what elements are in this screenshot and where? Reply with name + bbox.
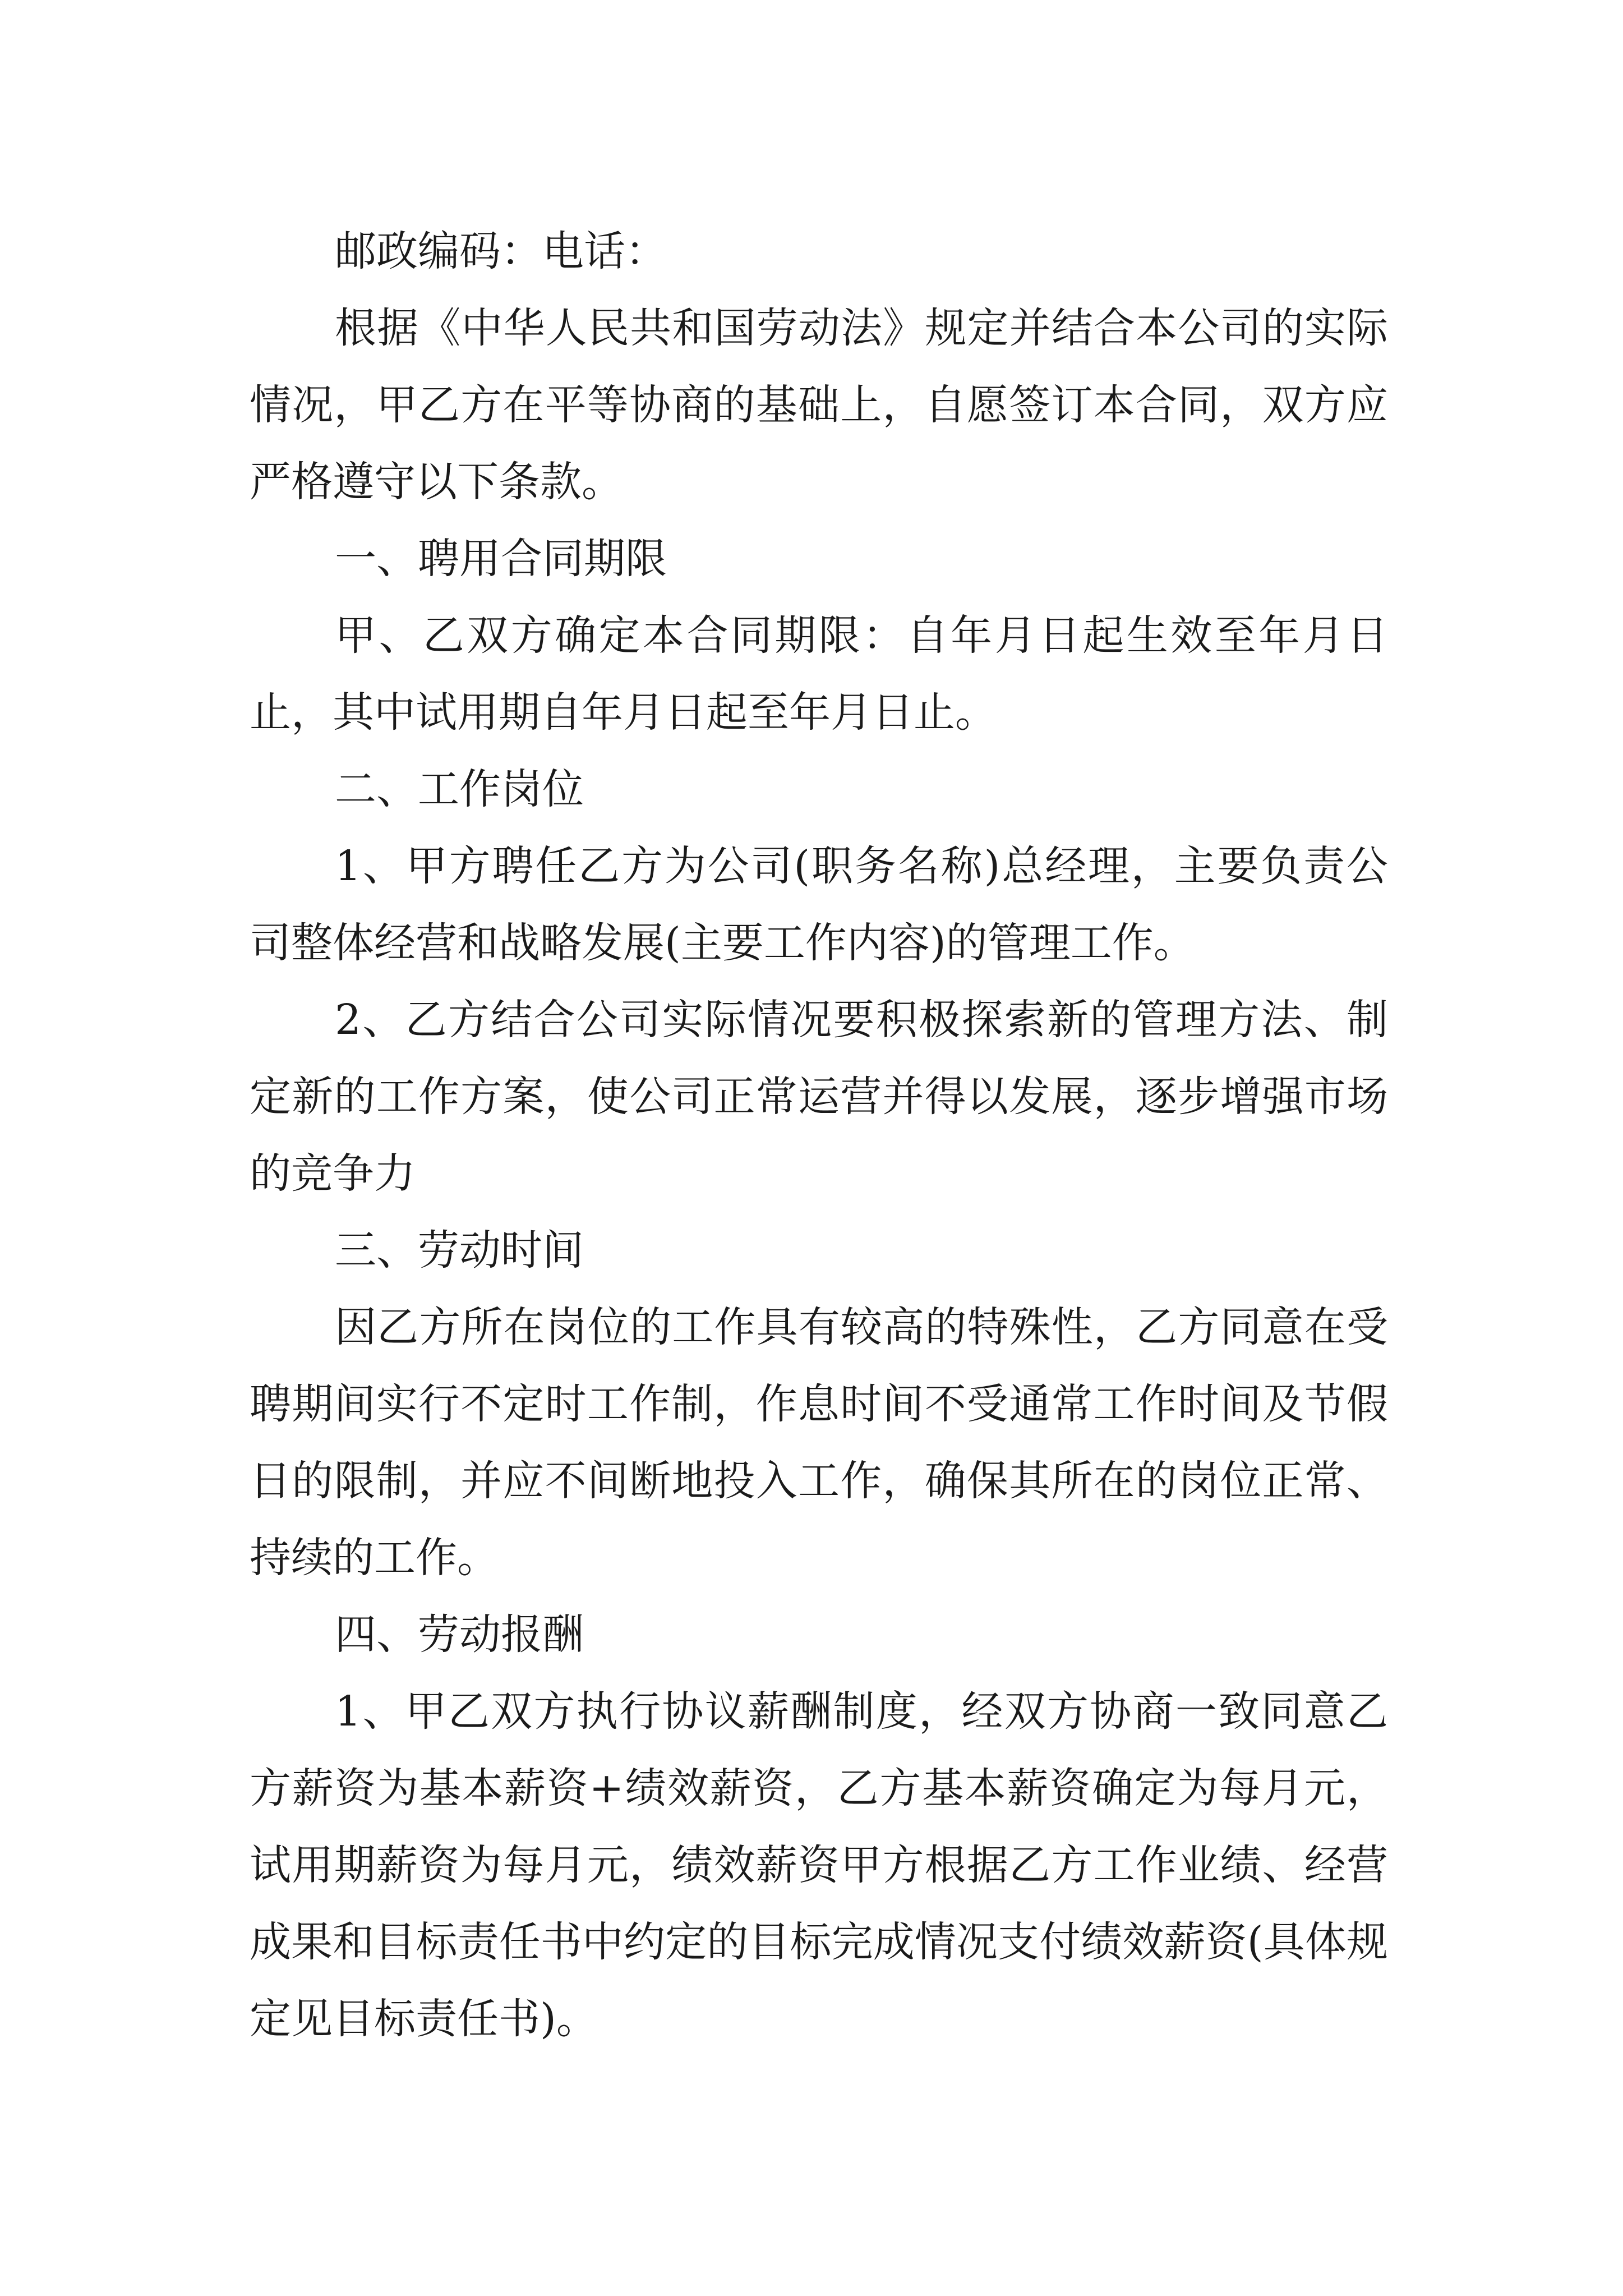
remuneration-paragraph-1: 1、甲乙双方执行协议薪酬制度，经双方协商一致同意乙方薪资为基本薪资+绩效薪资，乙方基本薪资确定为每月元，试用期薪资为每月元，绩效薪资甲方根据乙方工作业绩、经营成果和目标责任书中约定的目标完成情况支付绩效薪资(具体规定见目标责任书)。 <box>250 1687 1388 2043</box>
preamble-paragraph: 根据《中华人民共和国劳动法》规定并结合本公司的实际情况，甲乙方在平等协商的基础上，自愿签订本合同，双方应严格遵守以下条款。 <box>250 304 1388 506</box>
position-paragraph-2: 2、乙方结合公司实际情况要积极探索新的管理方法、制定新的工作方案，使公司正常运营并得以发展，逐步增强市场的竞争力 <box>250 996 1388 1198</box>
section-heading-remuneration: 四、劳动报酬 <box>335 1611 584 1659</box>
section-heading-position: 二、工作岗位 <box>335 765 584 813</box>
document-body <box>250 213 1388 2058</box>
term-paragraph: 甲、乙双方确定本合同期限：自年月日起生效至年月日止，其中试用期自年月日起至年月日止。 <box>250 611 1388 737</box>
position-paragraph-1: 1、甲方聘任乙方为公司(职务名称)总经理，主要负责公司整体经营和战略发展(主要工作内容)的管理工作。 <box>250 842 1388 967</box>
section-heading-working-hours: 三、劳动时间 <box>335 1226 584 1274</box>
working-hours-paragraph: 因乙方所在岗位的工作具有较高的特殊性，乙方同意在受聘期间实行不定时工作制，作息时间不受通常工作时间及节假日的限制，并应不间断地投入工作，确保其所在的岗位正常、持续的工作。 <box>250 1303 1388 1582</box>
section-heading-term: 一、聘用合同期限 <box>335 535 667 583</box>
contact-line: 邮政编码：电话： <box>335 227 667 275</box>
